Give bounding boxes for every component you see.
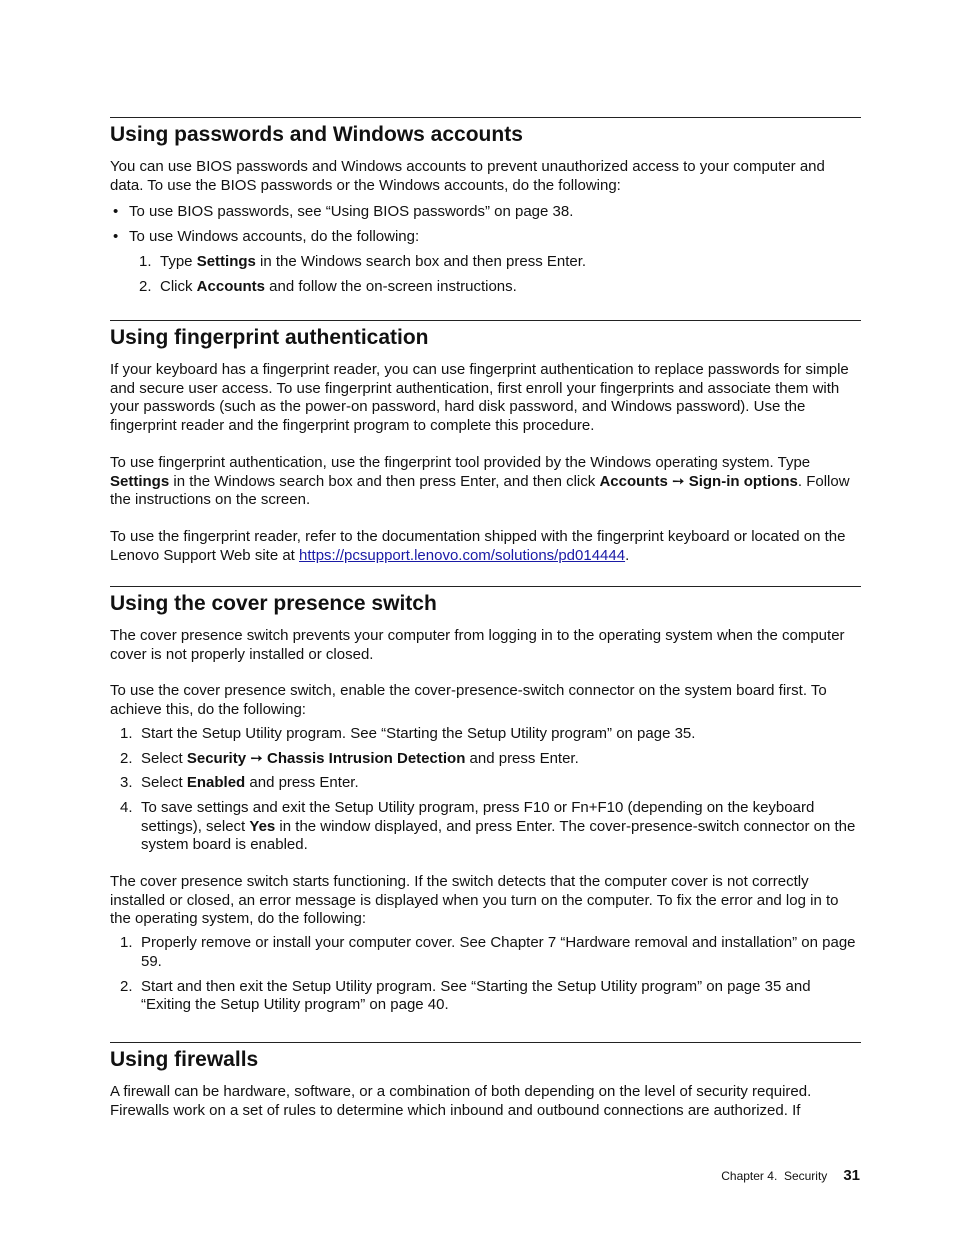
footer-chapter: Chapter 4 bbox=[721, 1169, 774, 1183]
list-item: • To use BIOS passwords, see “Using BIOS passwords” on page 38. bbox=[113, 203, 574, 221]
section-title: Using the cover presence switch bbox=[110, 592, 437, 615]
numbered-list bbox=[129, 253, 861, 296]
arrow-icon: ➙ bbox=[250, 749, 263, 767]
list-item: 1. Properly remove or install your computer cover. See Chapter 7 “Hardware removal and installation” on page 59. bbox=[120, 934, 856, 970]
footer-section: Security bbox=[783, 1169, 828, 1183]
arrow-icon: ➙ bbox=[671, 472, 685, 490]
paragraph: If your keyboard has a fingerprint reader, you can use fingerprint authentication to replace passwords for simple and secure user access. To use fingerprint authentication, first enroll your fingerprints and associate them with your passwords (such as the power-on password, hard disk password, and Windows password). Use the fingerprint reader and the fingerprint program to complete this procedure. bbox=[110, 361, 849, 435]
list-item: 3. Select Enabled and press Enter. bbox=[120, 774, 359, 792]
list-item: 2. Click Accounts and follow the on-screen instructions. bbox=[139, 277, 517, 295]
paragraph: To use fingerprint authentication, use the fingerprint tool provided by the Windows operating system. Type Settings in the Windows search box and then press Enter, and then click Accounts ➙ Sign-in options. Follow the instructions on the screen. bbox=[110, 453, 850, 509]
list-item: • To use Windows accounts, do the following: 1. Type Settings in the Windows search box and then press Enter. 2. Click Accounts and follow the on-screen instructions. bbox=[110, 228, 861, 296]
paragraph: A firewall can be hardware, software, or a combination of both depending on the level of security required. Firewalls work on a set of rules to determine which inbound and outbound connections are authorized. If bbox=[110, 1083, 812, 1119]
numbered-list bbox=[110, 725, 861, 855]
page-footer: Chapter 4. Security 31 bbox=[721, 1167, 860, 1184]
paragraph: The cover presence switch starts functioning. If the switch detects that the computer cover is not correctly installed or closed, an error message is displayed when you turn on the computer. To fix the error and log in to the operating system, do the following: bbox=[110, 873, 839, 928]
section-cover-presence bbox=[110, 586, 861, 1021]
support-link[interactable]: https://pcsupport.lenovo.com/solutions/pd014444 bbox=[299, 546, 626, 564]
bullet-icon: • bbox=[113, 228, 119, 246]
list-item: 4. To save settings and exit the Setup Utility program, press F10 or Fn+F10 (depending on the keyboard settings), select Yes in the window displayed, and press Enter. The cover-presence-switch connector on the system board is enabled. bbox=[120, 798, 856, 854]
section-title: Using passwords and Windows accounts bbox=[110, 123, 523, 146]
numbered-list bbox=[110, 934, 861, 1015]
bullet-list bbox=[110, 203, 861, 296]
bullet-icon: • bbox=[113, 203, 119, 221]
section-title: Using fingerprint authentication bbox=[110, 326, 429, 349]
list-item: 2. Select Security ➙ Chassis Intrusion Detection and press Enter. bbox=[120, 749, 579, 767]
paragraph: The cover presence switch prevents your computer from logging in to the operating system when the computer cover is not properly installed or closed. bbox=[110, 627, 845, 663]
section-passwords bbox=[110, 117, 861, 302]
section-title: Using firewalls bbox=[110, 1048, 259, 1071]
page-number: 31 bbox=[843, 1167, 860, 1184]
paragraph: To use the fingerprint reader, refer to the documentation shipped with the fingerprint keyboard or located on the Lenovo Support Web site at https://pcsupport.lenovo.com/solutions/pd014444. bbox=[110, 527, 846, 564]
list-item: 2. Start and then exit the Setup Utility program. See “Starting the Setup Utility program” on page 35 and “Exiting the Setup Utility program” on page 40. bbox=[120, 977, 811, 1014]
paragraph: To use the cover presence switch, enable the cover-presence-switch connector on the system board first. To achieve this, do the following: bbox=[110, 682, 827, 719]
section-firewalls bbox=[110, 1042, 861, 1120]
section-fingerprint bbox=[110, 320, 861, 565]
paragraph: You can use BIOS passwords and Windows accounts to prevent unauthorized access to your computer and data. To use the BIOS passwords or the Windows accounts, do the following: bbox=[110, 158, 825, 194]
list-item: 1. Start the Setup Utility program. See “Starting the Setup Utility program” on page 35. bbox=[120, 724, 696, 742]
list-item: 1. Type Settings in the Windows search box and then press Enter. bbox=[139, 252, 587, 270]
